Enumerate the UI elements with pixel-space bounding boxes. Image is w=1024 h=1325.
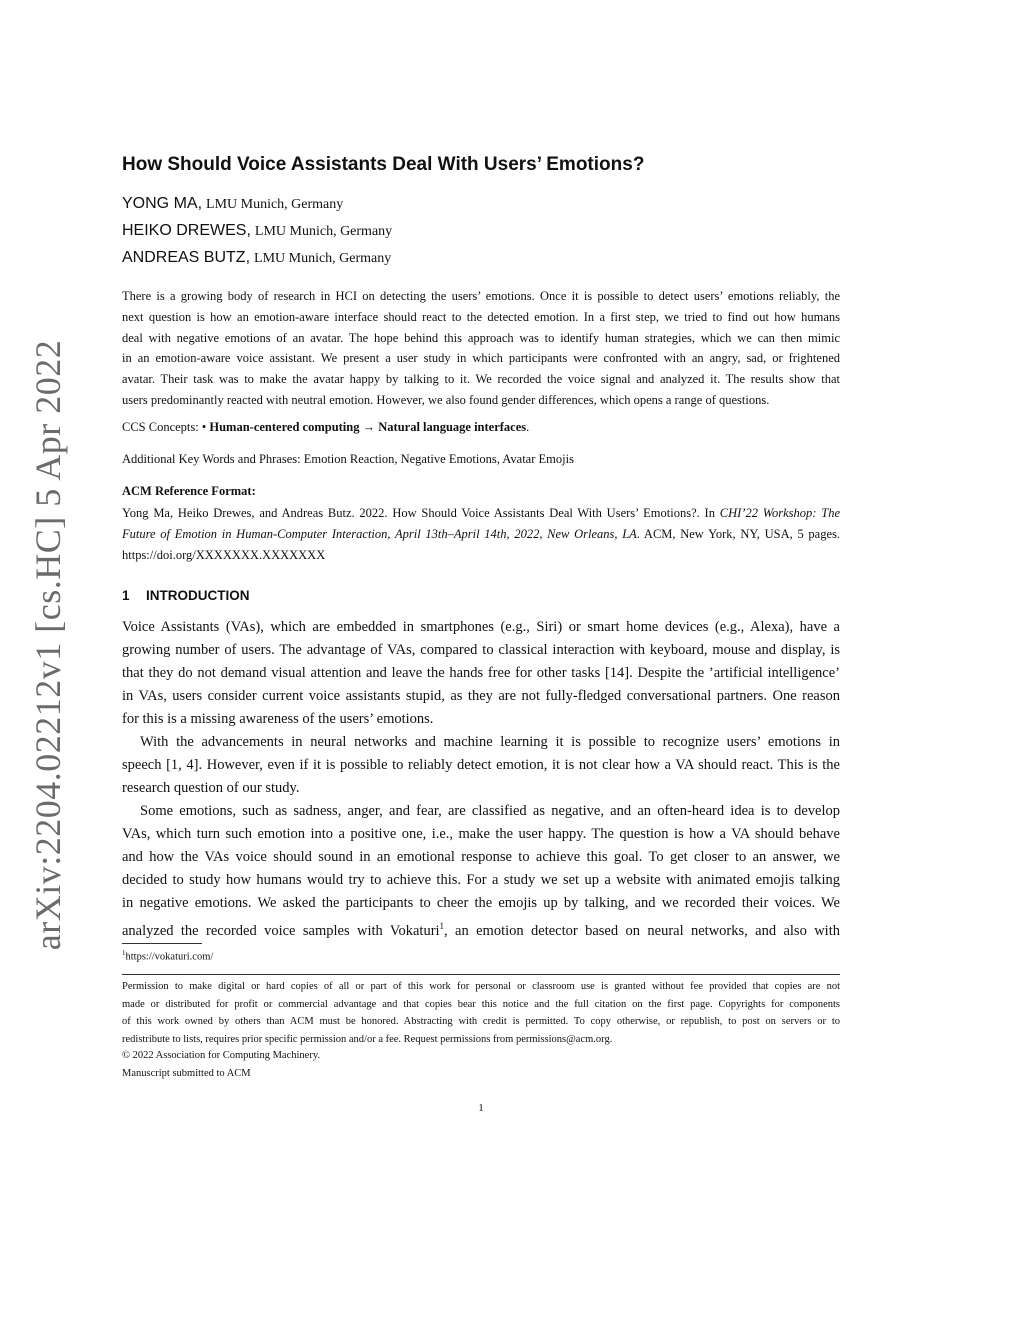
section-heading (122, 588, 250, 603)
footnote-ref[interactable]: 1 (439, 921, 445, 931)
footnote-divider (122, 943, 202, 944)
author-affiliation: LMU Munich, Germany (254, 251, 392, 266)
ccs-prefix: CCS Concepts: • (122, 420, 207, 434)
author-name: ANDREAS BUTZ, (122, 249, 251, 266)
acm-reference-line-1 (122, 503, 840, 524)
acm-reference (122, 503, 840, 566)
arxiv-stamp-text: arXiv:2204.02212v1 [cs.HC] 5 Apr 2022 (28, 339, 69, 951)
paragraph-2 (122, 731, 840, 800)
abstract-line: deal with negative emotions of an avatar. The hope behind this approach was to identify human strategies, which we can then mimic (122, 330, 840, 345)
abstract-line: next question is how an emotion-aware interface should react to the detected emotion. In a first step, we tried to find out how humans (122, 309, 840, 324)
acm-reference-doi[interactable]: https://doi.org/XXXXXXX.XXXXXXX (122, 548, 326, 562)
text-line: Voice Assistants (VAs), which are embedded in smartphones (e.g., Siri) or smart home devices (e.g., Alexa), have a (122, 619, 840, 635)
text-line (122, 915, 840, 943)
acm-reference-line-2 (122, 524, 840, 545)
ccs-arrow: → (362, 420, 376, 434)
paragraph-3 (122, 800, 840, 943)
abstract (122, 286, 840, 411)
text-line: research question of our study. (122, 780, 300, 796)
text-line: speech [1, 4]. However, even if it is possible to reliably detect emotion, it is not clear how a VA should react. This is the (122, 757, 840, 773)
text-line: and how the VAs voice should sound in an emotional response to achieve this goal. To get closer to an answer, we (122, 849, 840, 865)
arxiv-stamp (28, 339, 69, 951)
author-name: HEIKO DREWES, (122, 222, 251, 239)
paper-title: How Should Voice Assistants Deal With Users’ Emotions? (122, 154, 645, 175)
text-line: that they do not demand visual attention and leave the hands free for other tasks [14]. Despite the ’artificial intelligence’ (122, 665, 840, 681)
footnote-mark: 1 (122, 949, 126, 957)
manuscript-note: Manuscript submitted to ACM (122, 1067, 251, 1079)
author-affiliation: LMU Munich, Germany (206, 197, 344, 212)
text-line: for this is a missing awareness of the users’ emotions. (122, 711, 434, 727)
text-segment: , an emotion detector based on neural networks, and also with (444, 922, 840, 939)
ccs-suffix: . (526, 420, 530, 434)
permission-line: redistribute to lists, requires prior specific permission and/or a fee. Request permissions from permissions@acm.org. (122, 1033, 613, 1045)
acm-ref-text: . ACM, New York, NY, USA, 5 pages. (636, 527, 840, 541)
permission-line: made or distributed for profit or commercial advantage and that copies bear this notice and the full citation on the first page. Copyrights for components (122, 998, 840, 1010)
author-3 (122, 249, 391, 267)
permission-line: Permission to make digital or hard copies of all or part of this work for personal or classroom use is granted without fee provided that copies are not (122, 981, 840, 992)
abstract-line: avatar. Their task was to make the avatar happy by talking to it. We recorded the voice signal and analyzed it. The results show that (122, 372, 840, 387)
acm-reference-heading: ACM Reference Format: (122, 484, 256, 498)
acm-ref-venue: CHI’22 Workshop: The (719, 506, 840, 520)
abstract-line: There is a growing body of research in HCI on detecting the users’ emotions. Once it is possible to detect users’ emotions reliably, the (122, 289, 840, 303)
text-line: in VAs, users consider current voice assistants stupid, as they are not fully-fledged conversational partners. One reason (122, 688, 840, 704)
permission-line: of this work owned by others than ACM must be honored. Abstracting with credit is permitted. To copy otherwise, or republish, to post on servers or to (122, 1016, 840, 1027)
abstract-line: in an emotion-aware voice assistant. We present a user study in which participants were confronted with an angry, sad, or frightened (122, 351, 840, 366)
ccs-subconcept: Natural language interfaces (378, 420, 527, 434)
paragraph-1 (122, 616, 840, 731)
acm-ref-venue: Future of Emotion in Human-Computer Interaction, April 13th–April 14th, 2022, New Orleans, LA (122, 527, 637, 541)
section-title: INTRODUCTION (146, 588, 250, 603)
ccs-concept: Human-centered computing (209, 420, 360, 434)
text-line: VAs, which turn such emotion into a positive one, i.e., make the user happy. The question is how a VA should behave (122, 826, 840, 842)
page-number: 1 (478, 1102, 484, 1114)
keywords: Additional Key Words and Phrases: Emotion Reaction, Negative Emotions, Avatar Emojis (122, 452, 574, 466)
text-line: With the advancements in neural networks and machine learning it is possible to recognize users’ emotions in (140, 734, 840, 750)
copyright-block (122, 1047, 320, 1082)
body-text (122, 616, 840, 943)
text-line: Some emotions, such as sadness, anger, and fear, are classified as negative, and an often-heard idea is to develop (140, 803, 840, 819)
acm-ref-text: Yong Ma, Heiko Drewes, and Andreas Butz. 2022. How Should Voice Assistants Deal With Users’ Emotions?. In (122, 506, 720, 520)
footnote-link[interactable]: https://vokaturi.com/ (125, 951, 214, 963)
author-1 (122, 195, 343, 213)
copyright-text: © 2022 Association for Computing Machinery. (122, 1050, 321, 1061)
permission-notice (122, 978, 840, 1048)
section-number: 1 (122, 588, 130, 603)
permission-divider (122, 974, 840, 975)
text-line: in negative emotions. We asked the participants to cheer the emojis up by talking, and we recorded their voices. We (122, 895, 840, 911)
author-affiliation: LMU Munich, Germany (254, 224, 393, 239)
footnote (122, 949, 213, 963)
ccs-concepts (122, 420, 529, 435)
text-line: growing number of users. The advantage of VAs, compared to classical interaction with keyboard, mouse and display, is (122, 642, 840, 658)
text-segment: analyzed the recorded voice samples with Vokaturi (122, 922, 440, 939)
text-line: decided to study how humans would try to achieve this. For a study we set up a website with animated emojis talking (122, 872, 840, 888)
author-name: YONG MA, (122, 195, 203, 212)
abstract-line: users predominantly reacted with neutral emotion. However, we also found gender differences, which opens a range of questions. (122, 392, 770, 407)
author-2 (122, 222, 392, 240)
